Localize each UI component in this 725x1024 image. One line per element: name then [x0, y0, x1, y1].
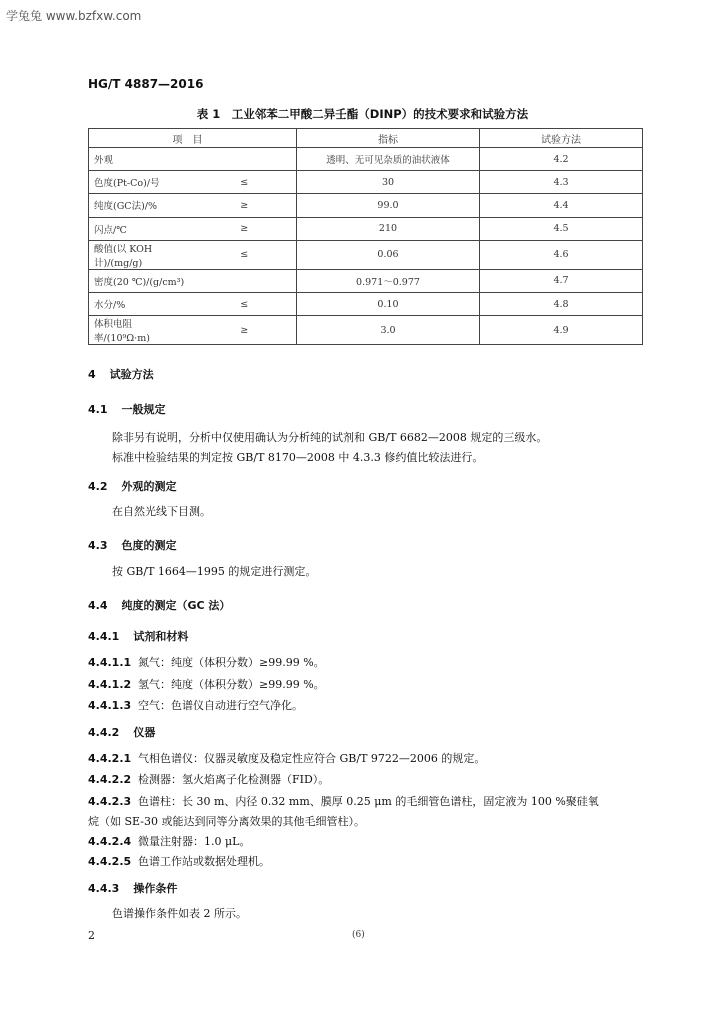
item-number: 4.4.1.2	[88, 678, 132, 691]
paragraph: 色谱操作条件如表 2 所示。	[112, 907, 247, 920]
table-row	[89, 194, 643, 217]
item-number: 4.4.1.1	[88, 656, 132, 669]
list-item	[88, 654, 325, 670]
section-heading-4-2	[88, 478, 177, 494]
list-item	[88, 771, 329, 787]
table-row	[89, 316, 643, 345]
row-requirement: 0.10	[297, 292, 480, 315]
section-number: 4.4.2	[88, 726, 120, 739]
row-requirement: 透明、无可见杂质的油状液体	[297, 148, 480, 171]
section-title: 仪器	[133, 726, 156, 739]
item-text: 气相色谱仪：仪器灵敏度及稳定性应符合 GB/T 9722—2006 的规定。	[138, 752, 486, 765]
section-number: 4.2	[88, 480, 108, 493]
section-title: 试剂和材料	[133, 630, 189, 643]
row-item: 色度(Pt-Co)/号	[89, 171, 193, 194]
item-number: 4.4.2.2	[88, 773, 132, 786]
paragraph: 标准中检验结果的判定按 GB/T 8170—2008 中 4.3.3 修约值比较法进行。	[112, 451, 484, 464]
row-operator: ≤	[193, 171, 297, 194]
item-number: 4.4.1.3	[88, 699, 132, 712]
table-row	[89, 171, 643, 194]
document-code: HG/T 4887—2016	[88, 77, 204, 91]
item-text: 氢气：纯度（体积分数）≥99.99 %。	[138, 678, 325, 691]
section-heading-4-3	[88, 537, 177, 553]
section-heading-4-4	[88, 597, 230, 613]
item-number: 4.4.2.5	[88, 855, 132, 868]
section-title: 试验方法	[109, 368, 154, 381]
item-text: 氮气：纯度（体积分数）≥99.99 %。	[138, 656, 325, 669]
row-method: 4.6	[480, 240, 643, 269]
row-method: 4.5	[480, 217, 643, 240]
row-operator: ≥	[193, 316, 297, 345]
section-heading-4-4-2	[88, 724, 155, 740]
row-requirement: 3.0	[297, 316, 480, 345]
row-item: 外观	[89, 148, 193, 171]
section-title: 纯度的测定（GC 法）	[121, 599, 231, 612]
row-item: 闪点/℃	[89, 217, 193, 240]
table-row	[89, 269, 643, 292]
section-title: 一般规定	[121, 403, 166, 416]
row-requirement: 210	[297, 217, 480, 240]
watermark: 学兔兔 www.bzfxw.com	[6, 9, 142, 23]
specification-table	[88, 128, 643, 345]
section-heading-4	[88, 366, 154, 382]
row-item: 体积电阻率/(10⁹Ω·m)	[89, 316, 193, 345]
section-number: 4.1	[88, 403, 108, 416]
paragraph: 在自然光线下目测。	[112, 505, 211, 518]
row-item: 酸值(以 KOH 计)/(mg/g)	[89, 240, 193, 269]
header-method: 试验方法	[480, 129, 643, 148]
section-heading-4-4-1	[88, 628, 188, 644]
table-header-row	[89, 129, 643, 148]
item-number: 4.4.2.4	[88, 835, 132, 848]
row-method: 4.7	[480, 269, 643, 292]
row-operator	[193, 269, 297, 292]
row-method: 4.2	[480, 148, 643, 171]
section-title: 外观的测定	[121, 480, 177, 493]
row-requirement: 99.0	[297, 194, 480, 217]
table-row	[89, 217, 643, 240]
list-item	[88, 750, 485, 766]
table-row	[89, 240, 643, 269]
row-item: 纯度(GC法)/%	[89, 194, 193, 217]
header-requirement: 指标	[297, 129, 480, 148]
section-number: 4.4	[88, 599, 108, 612]
list-item-continuation: 烷（如 SE-30 或能达到同等分离效果的其他毛细管柱）。	[88, 815, 365, 828]
row-method: 4.3	[480, 171, 643, 194]
list-item	[88, 833, 250, 849]
section-number: 4.4.3	[88, 882, 120, 895]
table-row	[89, 292, 643, 315]
row-method: 4.9	[480, 316, 643, 345]
list-item	[88, 676, 325, 692]
header-item: 项目	[89, 129, 297, 148]
item-number: 4.4.2.1	[88, 752, 132, 765]
page-number: 2	[88, 929, 95, 942]
row-operator: ≥	[193, 194, 297, 217]
row-operator	[193, 148, 297, 171]
item-text: 色谱工作站或数据处理机。	[138, 855, 270, 868]
section-title: 色度的测定	[121, 539, 177, 552]
section-heading-4-4-3	[88, 880, 177, 896]
list-item	[88, 793, 599, 809]
list-item	[88, 853, 270, 869]
section-number: 4.3	[88, 539, 108, 552]
page-label: (6)	[352, 930, 365, 940]
paragraph: 除非另有说明，分析中仅使用确认为分析纯的试剂和 GB/T 6682—2008 规定的三级水。	[112, 431, 548, 444]
item-text: 空气：色谱仪自动进行空气净化。	[138, 699, 303, 712]
row-operator: ≥	[193, 217, 297, 240]
section-number: 4.4.1	[88, 630, 120, 643]
row-requirement: 0.971～0.977	[297, 269, 480, 292]
item-text: 检测器：氢火焰离子化检测器（FID）。	[138, 773, 330, 786]
row-requirement: 30	[297, 171, 480, 194]
section-heading-4-1	[88, 401, 166, 417]
table-row	[89, 148, 643, 171]
item-text: 色谱柱：长 30 m、内径 0.32 mm、膜厚 0.25 μm 的毛细管色谱柱，固定液为 100 %聚硅氧	[138, 795, 599, 808]
section-number: 4	[88, 368, 96, 381]
item-text: 微量注射器：1.0 μL。	[138, 835, 251, 848]
row-operator: ≤	[193, 292, 297, 315]
row-requirement: 0.06	[297, 240, 480, 269]
row-operator: ≤	[193, 240, 297, 269]
table-title: 表 1 工业邻苯二甲酸二异壬酯（DINP）的技术要求和试验方法	[196, 107, 529, 121]
list-item	[88, 697, 303, 713]
row-item: 水分/%	[89, 292, 193, 315]
row-item: 密度(20 ℃)/(g/cm³)	[89, 269, 193, 292]
item-number: 4.4.2.3	[88, 795, 132, 808]
section-title: 操作条件	[133, 882, 178, 895]
paragraph: 按 GB/T 1664—1995 的规定进行测定。	[112, 565, 317, 578]
row-method: 4.4	[480, 194, 643, 217]
row-method: 4.8	[480, 292, 643, 315]
